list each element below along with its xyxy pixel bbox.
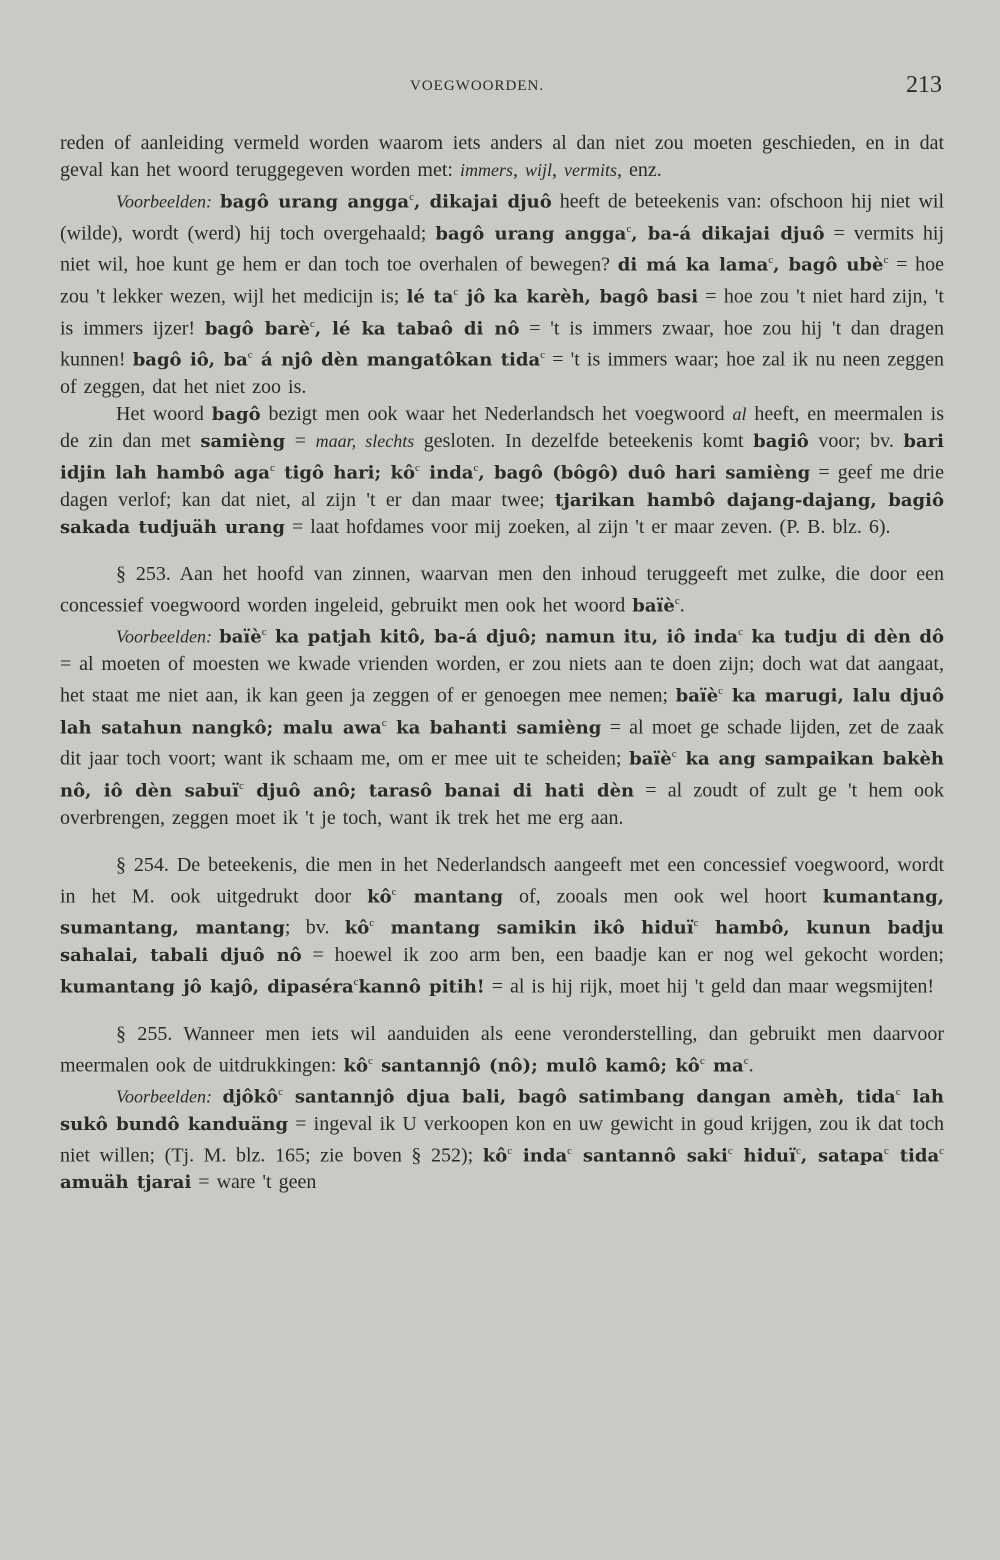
malay-term: , bbox=[773, 254, 789, 276]
superscript-mark: c bbox=[768, 254, 774, 267]
malay-term: , bagô (bôgô) duô hari samièng bbox=[478, 462, 811, 484]
superscript-mark: c bbox=[453, 285, 459, 298]
text-run bbox=[212, 191, 220, 213]
text-run: = geef me drie dagen verlof; kan dat niet, al zijn 't er dan maar twee; bbox=[60, 461, 944, 511]
superscript-mark: c bbox=[699, 1054, 705, 1067]
text-run: . bbox=[748, 1054, 754, 1077]
malay-term: , satapa bbox=[800, 1145, 884, 1167]
paragraph-p3 bbox=[60, 401, 944, 541]
malay-term: tida bbox=[888, 1145, 940, 1167]
malay-term: bagô urang angga bbox=[435, 223, 627, 245]
text-run: Het woord bbox=[116, 402, 212, 425]
text-run: heeft, en meermalen is de zin dan met bbox=[60, 402, 945, 452]
superscript-mark: c bbox=[414, 461, 420, 474]
text-run: § 255. Wanneer men iets wil aanduiden als eene veronderstelling, dan gebruikt men daarvoor meermalen ook de uitdrukkingen: bbox=[60, 1022, 944, 1077]
malay-term: baïè bbox=[219, 626, 262, 648]
superscript-mark: c bbox=[353, 975, 359, 988]
superscript-mark: c bbox=[278, 1086, 284, 1099]
text-run: = vermits hij niet wil, hoe kunt ge hem er dan toch toe overhalen of bewegen? bbox=[60, 222, 945, 276]
text-run: = hoewel ik zoo arm ben, een baadje kan er nog wel gekocht worden; bbox=[301, 943, 944, 966]
malay-term: baïè bbox=[629, 748, 672, 770]
malay-term: kô bbox=[343, 1055, 368, 1077]
superscript-mark: c bbox=[381, 716, 387, 729]
text-run: . bbox=[679, 594, 685, 617]
malay-term: amuäh tjarai bbox=[60, 1172, 192, 1194]
text-run: = ware 't geen bbox=[191, 1171, 317, 1194]
text-run: heeft de beteekenis van: ofschoon hij niet wil (wilde), wordt (werd) hij toch overgehaald; bbox=[60, 190, 944, 245]
malay-term: , bbox=[413, 191, 430, 213]
text-run: § 254. De beteekenis, die men in het Nederlandsch aangeeft met een concessief voegwoord, wordt in het M. ook uitgedrukt door bbox=[60, 853, 944, 908]
superscript-mark: c bbox=[738, 626, 743, 639]
malay-term: santannjô djua bali, bagô satimbang dangan amèh, tida bbox=[283, 1086, 896, 1108]
superscript-mark: c bbox=[507, 1144, 513, 1157]
superscript-mark: c bbox=[567, 1144, 572, 1157]
paragraph-p1 bbox=[60, 130, 944, 184]
superscript-mark: c bbox=[674, 594, 680, 607]
text-run: gesloten. In dezelfde beteekenis komt bbox=[414, 429, 754, 452]
superscript-mark: c bbox=[795, 1144, 801, 1157]
page-body bbox=[60, 130, 944, 1196]
malay-term: kô bbox=[482, 1145, 508, 1167]
italic-text: immers bbox=[459, 160, 513, 180]
text-run: = hoe zou 't lekker wezen, wijl het medicijn is; bbox=[60, 253, 945, 308]
malay-term: hambô, kunun badju sahalai, tabali djuô nô bbox=[60, 917, 944, 966]
malay-term: kannô pitih! bbox=[358, 976, 485, 998]
italic-text: Voorbeelden: bbox=[116, 626, 212, 647]
malay-term: jô ka karèh, bagô basi bbox=[458, 286, 699, 308]
italic-text: maar, slechts bbox=[315, 430, 415, 451]
text-run: § 253. Aan het hoofd van zinnen, waarvan men den inhoud teruggeeft met zulke, die door een concessief voegwoord worden ingeleid, gebruikt men ook het woord bbox=[60, 562, 944, 617]
malay-term: bagô iô, ba bbox=[132, 349, 248, 371]
running-title: VOEGWOORDEN. bbox=[410, 78, 545, 94]
paragraph-p2 bbox=[60, 184, 944, 401]
superscript-mark: c bbox=[369, 917, 375, 930]
text-run: , enz. bbox=[617, 159, 662, 181]
italic-text: al bbox=[732, 403, 747, 424]
malay-term: bagiô bbox=[753, 430, 809, 452]
text-run: = laat hofdames voor mij zoeken, al zijn 't er maar zeven. (P. B. blz. 6). bbox=[284, 515, 891, 538]
malay-term: lah sukô bundô kanduäng bbox=[60, 1086, 945, 1135]
malay-term: ba-á dikajai djuô bbox=[647, 223, 825, 245]
malay-term: , bbox=[631, 223, 648, 245]
malay-term: mantang samikin ikô hiduï bbox=[374, 917, 694, 939]
superscript-mark: c bbox=[939, 1144, 944, 1157]
malay-term: hiduï bbox=[732, 1145, 796, 1167]
text-run: = 't is immers waar; hoe zal ik nu neen zeggen of zeggen, dat het niet zoo is. bbox=[60, 348, 945, 398]
superscript-mark: c bbox=[693, 917, 699, 930]
superscript-mark: c bbox=[671, 748, 677, 761]
page-number: 213 bbox=[906, 72, 942, 98]
paragraph-p8 bbox=[60, 1079, 944, 1196]
superscript-mark: c bbox=[718, 684, 724, 697]
malay-term: bagô urang angga bbox=[220, 191, 410, 213]
superscript-mark: c bbox=[409, 191, 414, 203]
malay-term: mantang bbox=[396, 886, 504, 908]
malay-term: santannô saki bbox=[572, 1145, 728, 1167]
superscript-mark: c bbox=[883, 254, 889, 267]
malay-term: inda bbox=[512, 1145, 568, 1167]
malay-term: kô bbox=[367, 886, 392, 908]
malay-term: lé ta bbox=[406, 286, 454, 308]
text-run: , bbox=[512, 159, 525, 181]
malay-term: á njô dèn mangatôkan tida bbox=[252, 349, 541, 371]
text-run: = al zoudt of zult ge 't hem ook overbrengen, zeggen moet ik 't je toch, want ik trek het me erg aan. bbox=[60, 779, 944, 829]
page-header bbox=[0, 72, 1000, 108]
malay-term: di má ka lama bbox=[617, 254, 769, 276]
superscript-mark: c bbox=[238, 779, 244, 792]
superscript-mark: c bbox=[367, 1054, 373, 1067]
text-run: of, zooals men ook wel hoort bbox=[503, 885, 823, 908]
superscript-mark: c bbox=[743, 1054, 749, 1067]
malay-term: samièng bbox=[200, 430, 286, 452]
superscript-mark: c bbox=[540, 349, 546, 362]
text-run: = al moet ge schade lijden, zet de zaak dit jaar toch voort; want ik schaam me, om er mee uit te scheiden; bbox=[60, 716, 945, 770]
text-run: ; bv. bbox=[284, 916, 345, 939]
superscript-mark: c bbox=[309, 317, 315, 330]
text-run: = al is hij rijk, moet hij 't geld dan maar wegsmijten! bbox=[484, 975, 935, 998]
malay-term: bagô bbox=[211, 403, 261, 425]
malay-term: kô bbox=[344, 917, 370, 939]
superscript-mark: c bbox=[269, 461, 275, 474]
malay-term: ka patjah kitô, ba-á djuô; namun itu, iô inda bbox=[266, 626, 739, 648]
paragraph-p5 bbox=[60, 619, 944, 831]
malay-term: tigô hari; kô bbox=[274, 462, 415, 484]
malay-term: ka tudju di dèn dô bbox=[742, 626, 945, 648]
paragraph-p4 bbox=[60, 561, 944, 620]
malay-term: inda bbox=[419, 462, 474, 484]
superscript-mark: c bbox=[883, 1144, 889, 1157]
superscript-mark: c bbox=[626, 222, 632, 235]
malay-term: djuô anô; tarasô banai di hati dèn bbox=[243, 780, 635, 802]
malay-term: bagô ubè bbox=[788, 254, 884, 276]
malay-term: bari idjin lah hambô aga bbox=[60, 430, 944, 484]
superscript-mark: c bbox=[247, 349, 253, 362]
superscript-mark: c bbox=[391, 885, 397, 898]
malay-term: santannjô (nô); mulô kamô; kô bbox=[372, 1055, 700, 1077]
text-run: = hoe zou 't niet hard zijn, 't is immers ijzer! bbox=[60, 285, 944, 340]
malay-term: ka bahanti samièng bbox=[386, 717, 602, 739]
text-run: = ingeval ik U verkoopen kon en uw gewicht in goud krijgen, zou ik dat toch niet willen; (Tj. M. blz. 165; zie boven § 252); bbox=[60, 1112, 944, 1167]
malay-term: ma bbox=[704, 1055, 744, 1077]
malay-term: djôkô bbox=[222, 1086, 279, 1108]
text-run bbox=[212, 1086, 223, 1108]
malay-term: bagô barè bbox=[204, 318, 310, 340]
italic-text: Voorbeelden: bbox=[116, 1086, 212, 1107]
text-run: voor; bv. bbox=[808, 429, 904, 452]
text-run: reden of aanleiding vermeld worden waarom iets anders al dan niet zou moeten geschieden, en in dat geval kan het woord teruggegeven worden met: bbox=[60, 132, 944, 181]
malay-term: ka marugi, lalu djuô lah satahun nangkô; malu awa bbox=[60, 685, 944, 739]
malay-term: ka ang sampaikan bakèh nô, iô dèn sabuï bbox=[60, 748, 945, 802]
text-run: = al moeten of moesten we kwade vrienden worden, er zou niets aan te doen zijn; doch wat dat aangaat, het staat me niet aan, ik kan geen ja zeggen of er genoegen mee nemen; bbox=[60, 652, 944, 707]
text-run: , bbox=[552, 159, 564, 181]
malay-term: kumantang jô kajô, dipaséra bbox=[60, 976, 354, 998]
paragraph-p6 bbox=[60, 852, 944, 1001]
superscript-mark: c bbox=[895, 1086, 901, 1099]
superscript-mark: c bbox=[727, 1144, 733, 1157]
malay-term: kumantang, sumantang, mantang bbox=[60, 886, 945, 939]
superscript-mark: c bbox=[473, 461, 479, 474]
malay-term: baïè bbox=[675, 685, 719, 707]
italic-text: Voorbeelden: bbox=[116, 191, 212, 212]
text-run: = bbox=[285, 429, 316, 452]
malay-term: , lé ka tabaô di nô bbox=[314, 318, 520, 340]
malay-term: tjarikan hambô dajang-dajang, bagiô sakada tudjuäh urang bbox=[60, 489, 944, 538]
italic-text: vermits bbox=[564, 160, 617, 180]
text-run: bezigt men ook waar het Nederlandsch het voegwoord bbox=[260, 402, 733, 425]
malay-term: dikajai djuô bbox=[429, 191, 552, 213]
paragraph-p7 bbox=[60, 1021, 944, 1080]
text-run: = 't is immers zwaar, hoe zou hij 't dan dragen kunnen! bbox=[60, 317, 944, 371]
superscript-mark: c bbox=[261, 626, 267, 639]
malay-term: baïè bbox=[632, 595, 675, 617]
italic-text: wijl bbox=[524, 160, 552, 180]
